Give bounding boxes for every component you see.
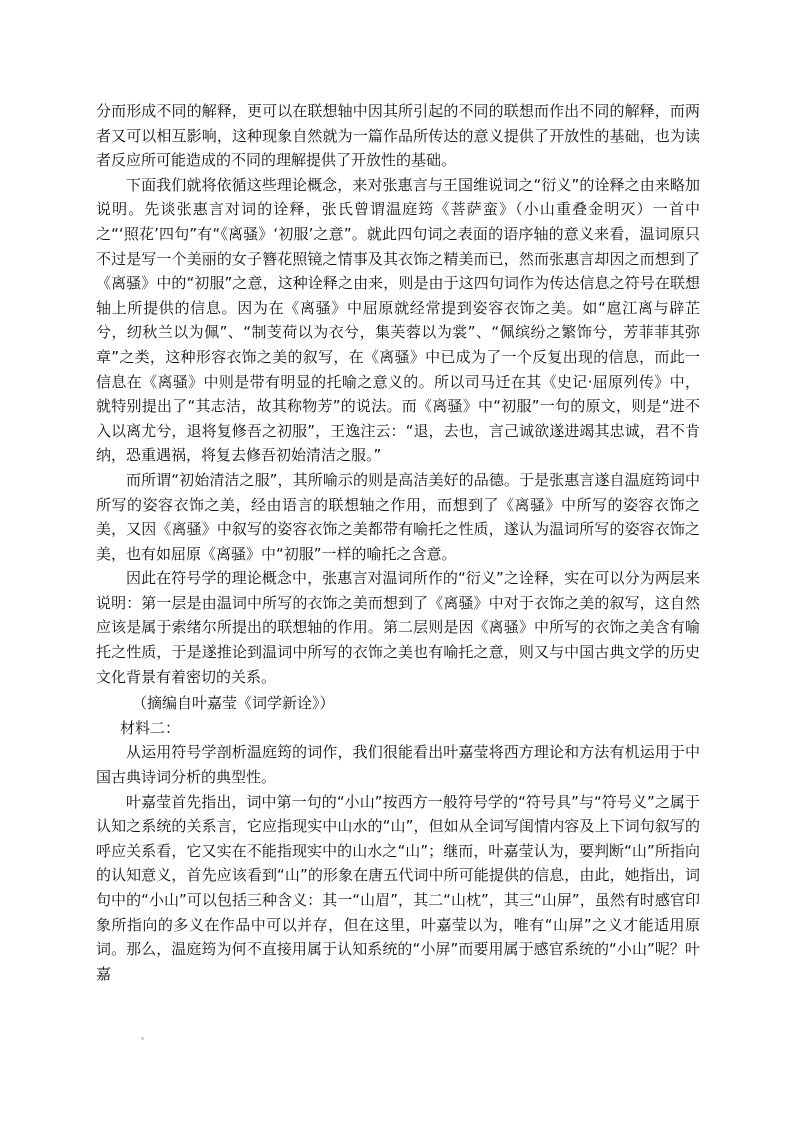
- document-page: [96, 99, 700, 986]
- paragraph-zhang-huiyan-intro: 下面我们就将依循这些理论概念，来对张惠言与王国维说词之“衍义”的诠释之由来略加说明。先谈张惠言对词的诠释，张氏曾谓温庭筠《菩萨蛮》（小山重叠金明灭）一首中之“‘照花’四句”有“《离骚》‘初服’之意”。就此四句词之表面的语序轴的意义来看，温词原只不过是写一个美丽的女子簪花照镜之情事及其衣饰之精美而已，然而张惠言却因之而想到了《离骚》中的“初服”之意，这种诠释之由来，则是由于这四句词作为传达信息之符号在联想轴上所提供的信息。因为在《离骚》中屈原就经常提到姿容衣饰之美。如“扈江离与辟芷兮，纫秋兰以为佩”、“制芰荷以为衣兮，集芙蓉以为裳”、“佩缤纷之繁饰兮，芳菲菲其弥章”之类，这种形容衣饰之美的叙写，在《离骚》中已成为了一个反复出现的信息，而此一信息在《离骚》中则是带有明显的托喻之意义的。所以司马迁在其《史记·屈原列传》中，就特别提出了“其志洁，故其称物芳”的说法。而《离骚》中“初服”一句的原文，则是“进不入以离尤兮，退将复修吾之初服”，王逸注云：“退，去也，言己诚欲遂进竭其忠诚，君不肯纳，恐重遇祸，将复去修吾初始清洁之服。”: [96, 175, 700, 465]
- paragraph-semiotics-analysis: 从运用符号学剖析温庭筠的词作，我们很能看出叶嘉莹将西方理论和方法有机运用于中国古典诗词分析的典型性。: [96, 743, 700, 787]
- paragraph-xiaoshan-meaning: 叶嘉莹首先指出，词中第一句的“小山”按西方一般符号学的“符号具”与“符号义”之属于认知之系统的关系言，它应指现实中山水的“山”，但如从全词写闺情内容及上下词句叙写的呼应关系看，它又实在不能指现实中的山水之“山”；继而，叶嘉莹认为，要判断“山”所指向的认知意义，首先应该看到“山”的形象在唐五代词中所可能提供的信息，由此，她指出，词句中的“小山”可以包括三种含义：其一“山眉”，其二“山枕”，其三“山屏”，虽然有时感官印象所指向的多义在作品中可以并存，但在这里，叶嘉莹以为，唯有“山屏”之义才能适用原词。那么，温庭筠为何不直接用属于认知系统的“小屏”而要用属于感官系统的“小山”呢？叶嘉: [96, 792, 700, 983]
- paragraph-continuation: 分而形成不同的解释，更可以在联想轴中因其所引起的不同的联想而作出不同的解释，而两者又可以相互影响，这种现象自然就为一篇作品所传达的意义提供了开放性的基础，也为读者反应所可能造成的不同的理解提供了开放性的基础。: [96, 102, 700, 170]
- paragraph-two-layers: 因此在符号学的理论概念中，张惠言对温词所作的“衍义”之诠释，实在可以分为两层来说明：第一层是由温词中所写的衣饰之美而想到了《离骚》中对于衣饰之美的叙写，这自然应该是属于索绪尔所提出的联想轴的作用。第二层则是因《离骚》中所写的衣饰之美含有喻托之性质，于是遂推论到温词中所写的衣饰之美也有喻托之意，则又与中国古典文学的历史文化背景有着密切的关系。: [96, 569, 700, 686]
- source-citation: （摘编自叶嘉莹《词学新诠》）: [132, 694, 335, 713]
- scan-speck: [141, 1037, 144, 1040]
- paragraph-chushi-qingjie: 而所谓“初始清洁之服”，其所喻示的则是高洁美好的品德。于是张惠言遂自温庭筠词中所写的姿容衣饰之美，经由语言的联想轴之作用，而想到了《离骚》中所写的姿容衣饰之美，又因《离骚》中叙写的姿容衣饰之美都带有喻托之性质，遂认为温词所写的姿容衣饰之美，也有如屈原《离骚》中“初服”一样的喻托之含意。: [96, 470, 700, 563]
- material-two-label: 材料二：: [120, 718, 181, 737]
